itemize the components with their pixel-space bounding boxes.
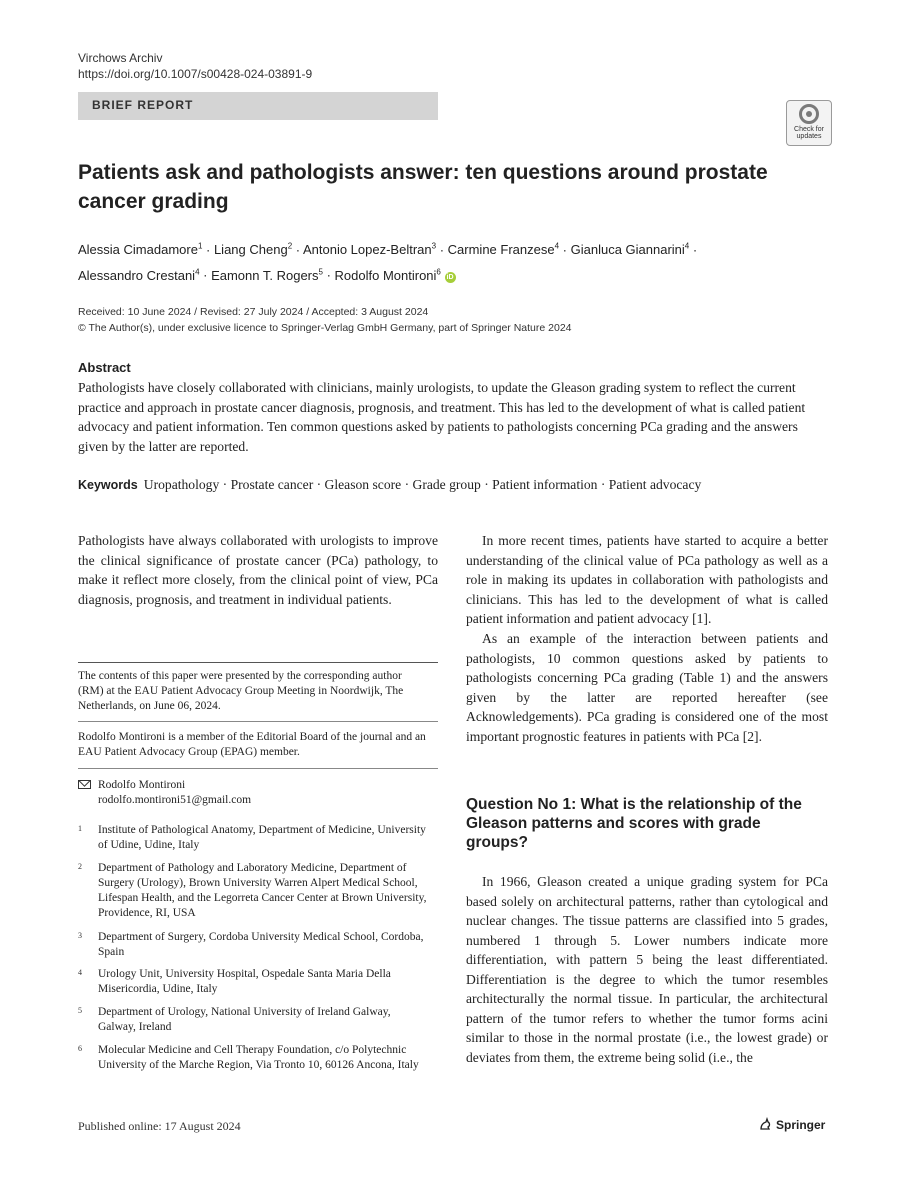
- author[interactable]: Alessandro Crestani$^4$: [78, 267, 200, 283]
- springer-logo: [758, 1117, 825, 1132]
- article-type-banner: [78, 92, 438, 120]
- doi-link[interactable]: https://doi.org/10.1007/s00428-024-03891-9: [78, 67, 313, 81]
- orcid-icon[interactable]: iD: [446, 273, 454, 281]
- affiliation-number: 1: [78, 824, 82, 833]
- envelope-icon: [78, 780, 91, 789]
- check-updates-text: Check for updates: [794, 126, 824, 140]
- journal-header: [78, 50, 312, 82]
- affiliation-number: 5: [78, 1006, 82, 1015]
- received-dates: Received: 10 June 2024 / Revised: 27 July 2024 / Accepted: 3 August 2024: [78, 306, 429, 318]
- article-title: Patients ask and pathologists answer: ten questions around prostate cancer grading: [78, 161, 768, 213]
- footnote-divider: [78, 662, 438, 663]
- keywords: [78, 476, 838, 494]
- corresponding-author: [98, 778, 428, 808]
- published-online: Published online: 17 August 2024: [78, 1119, 241, 1133]
- body-paragraph: In 1966, Gleason created a unique grading system for PCa based solely on architectural patterns, rather than cytological and nuclear changes. The tissue patterns are classified into 5 grades, numbered 1 through 5. Lower numbers indicate more differentiation, with pattern 5 being the least differentiated. Differentiation is the degree to which the tumor resembles architecturally the normal tissue. In particular, the architectural pattern of the tumor refers to whether the tumor forms acini similar to those in the normal prostate (i.e., the lowest grade) or deviates from them, the extreme being solid (i.e., the: [466, 874, 828, 1065]
- affiliation: Institute of Pathological Anatomy, Department of Medicine, University of Udine, Udine, Italy: [98, 824, 426, 851]
- author[interactable]: Carmine Franzese$^4$: [447, 242, 560, 258]
- article-history: [78, 304, 838, 336]
- author[interactable]: Antonio Lopez-Beltran$^3$: [302, 242, 437, 258]
- journal-name: Virchows Archiv: [78, 51, 163, 65]
- affiliation-number: 3: [78, 931, 82, 940]
- presentation-note: The contents of this paper were presented by the corresponding author (RM) at the EAU Patient Advocacy Group Meeting in Noordwijk, The Netherlands, on June 06, 2024.: [78, 670, 404, 712]
- body-paragraph: As an example of the interaction between patients and pathologists, 10 common questions asked by patients to pathologists concerning PCa grading (Table 1) and the answers given by the latter are reported hereafter (see Acknowledgements). PCa grading is considered one of the most important prognostic features in patients with PCa [2].: [466, 631, 828, 744]
- publisher-name: Springer: [776, 1118, 826, 1132]
- author[interactable]: Alessia Cimadamore$^1$: [78, 242, 203, 258]
- affiliation-number: 2: [78, 862, 82, 871]
- author[interactable]: Liang Cheng$^2$: [213, 242, 293, 258]
- abstract-heading: Abstract: [78, 360, 131, 375]
- editorial-board-note: Rodolfo Montironi is a member of the Editorial Board of the journal and an EAU Patient Advocacy Group (EPAG) member.: [78, 731, 426, 758]
- affiliation: Department of Urology, National University of Ireland Galway, Galway, Ireland: [98, 1006, 391, 1033]
- affiliation: Molecular Medicine and Cell Therapy Foundation, c/o Polytechnic University of the Marche Region, Via Tronto 10, 60126 Ancona, Italy: [98, 1044, 419, 1071]
- affiliation: Department of Surgery, Cordoba University Medical School, Cordoba, Spain: [98, 931, 424, 958]
- author-list: Alessia Cimadamore$^1$ · Liang Cheng$^2$ · Antonio Lopez-Beltran$^3$ · Carmine Franzese$^4$ · Gianluca Giannarini$^4$ · Alessandro Crestani$^4$ · Eamonn T. Rogers$^5$ · Rodolfo Montironi$^6$ iD: [78, 242, 698, 283]
- footnote-divider: [78, 768, 438, 769]
- springer-horse-icon: [758, 1117, 772, 1131]
- author[interactable]: Rodolfo Montironi$^6$: [334, 267, 441, 283]
- corresponding-email[interactable]: rodolfo.montironi51@gmail.com: [98, 794, 252, 806]
- question-1-heading: Question No 1: What is the relationship of the Gleason patterns and scores with grade groups?: [466, 796, 802, 851]
- affiliation: Department of Pathology and Laboratory Medicine, Department of Surgery (Urology), Brown University Warren Alpert Medical School, Lifespan Health, and the Legorreta Cancer Center at Brown University, Providence, RI, USA: [98, 862, 427, 919]
- affiliation-number: 4: [78, 968, 82, 977]
- affiliation: Urology Unit, University Hospital, Ospedale Santa Maria Della Misericordia, Udine, Italy: [98, 968, 391, 995]
- corresponding-name: Rodolfo Montironi: [98, 779, 186, 791]
- check-for-updates-button[interactable]: [786, 100, 832, 146]
- body-paragraph: In more recent times, patients have started to acquire a better understanding of the clinical value of PCa pathology as well as a role in making its updates in collaboration with pathologists and clinicians. This has led to the development of what is called patient information and patient advocacy [1].: [466, 533, 828, 626]
- footnote-divider: [78, 721, 438, 722]
- author[interactable]: Eamonn T. Rogers$^5$: [211, 267, 323, 283]
- copyright-line: © The Author(s), under exclusive licence to Springer-Verlag GmbH Germany, part of Springer Nature 2024: [78, 322, 572, 334]
- abstract-text: Pathologists have closely collaborated with clinicians, mainly urologists, to update the Gleason grading system to reflect the current practice and approach in prostate cancer diagnosis, prognosis, and treatment. This has led to the development of what is called patient advocacy and patient information. Ten common questions asked by patients to pathologists concerning PCa grading and the answers given by the latter are reported.: [78, 380, 806, 454]
- check-updates-icon: [799, 104, 819, 124]
- intro-paragraph: Pathologists have always collaborated with urologists to improve the clinical significance of prostate cancer (PCa) pathology, to make it reflect more closely, from the clinical point of view, PCa diagnosis, prognosis, and treatment in individual patients.: [78, 533, 438, 607]
- affiliation-number: 6: [78, 1044, 82, 1053]
- keywords-label: Keywords: [78, 478, 138, 492]
- keywords-list: Uropathology · Prostate cancer · Gleason score · Grade group · Patient information · Patient advocacy: [143, 477, 702, 492]
- article-type-label: BRIEF REPORT: [92, 98, 194, 112]
- author[interactable]: Gianluca Giannarini$^4$: [570, 242, 690, 258]
